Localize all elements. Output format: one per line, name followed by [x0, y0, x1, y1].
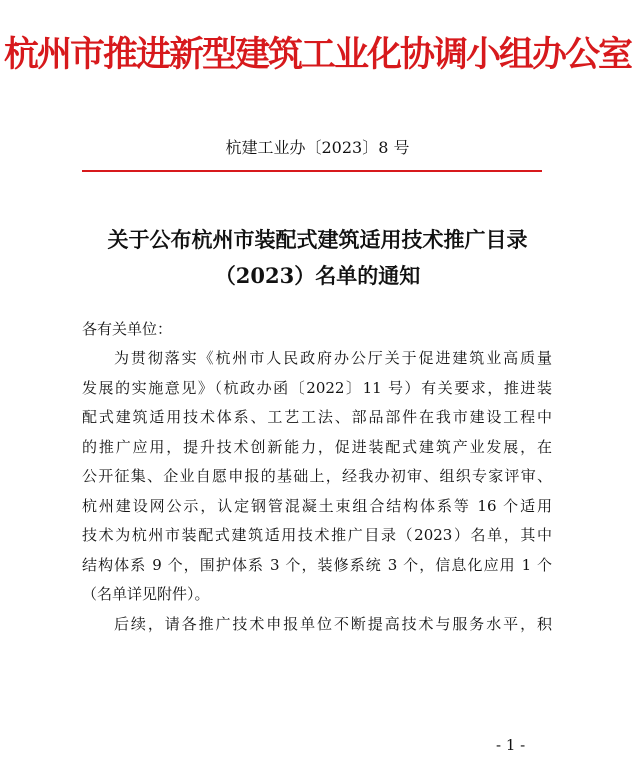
body-line-1: 为贯彻落实《杭州市人民政府办公厅关于促进建筑业高质量 — [114, 349, 552, 367]
salutation: 各有关单位： — [82, 320, 173, 338]
red-divider-line — [82, 170, 542, 172]
body-line-2: 发展的实施意见》（杭政办函〔2022〕11 号）有关要求，推进装 — [82, 378, 552, 397]
body-line-7: 技术为杭州市装配式建筑适用技术推广目录（2023）名单，其中 — [82, 526, 552, 544]
body-line-6: 杭州建设网公示，认定钢管混凝土束组合结构体系等 16 个适用 — [82, 496, 552, 515]
body-line-10: 后续，请各推广技术申报单位不断提高技术与服务水平，积 — [114, 614, 552, 633]
body-line-5: 公开征集、企业自愿申报的基础上，经我办初审、组织专家评审、 — [82, 467, 552, 485]
notice-title — [0, 222, 635, 294]
body-line-3: 配式建筑适用技术体系、工艺工法、部品部件在我市建设工程中 — [82, 408, 552, 426]
issuing-organization-header: 杭州市推进新型建筑工业化协调小组办公室 — [3, 34, 631, 75]
document-number: 杭建工业办〔2023〕8 号 — [225, 138, 410, 157]
page-number: - 1 - — [496, 736, 526, 754]
body-text — [82, 344, 552, 639]
body-line-4: 的推广应用，提升技术创新能力，促进装配式建筑产业发展，在 — [82, 437, 552, 456]
body-line-9: （名单详见附件）。 — [82, 585, 210, 603]
title-line-2: （2023）名单的通知 — [214, 263, 421, 288]
title-line-1: 关于公布杭州市装配式建筑适用技术推广目录 — [107, 227, 528, 252]
body-line-8: 结构体系 9 个，围护体系 3 个，装修系统 3 个，信息化应用 1 个 — [82, 555, 552, 574]
